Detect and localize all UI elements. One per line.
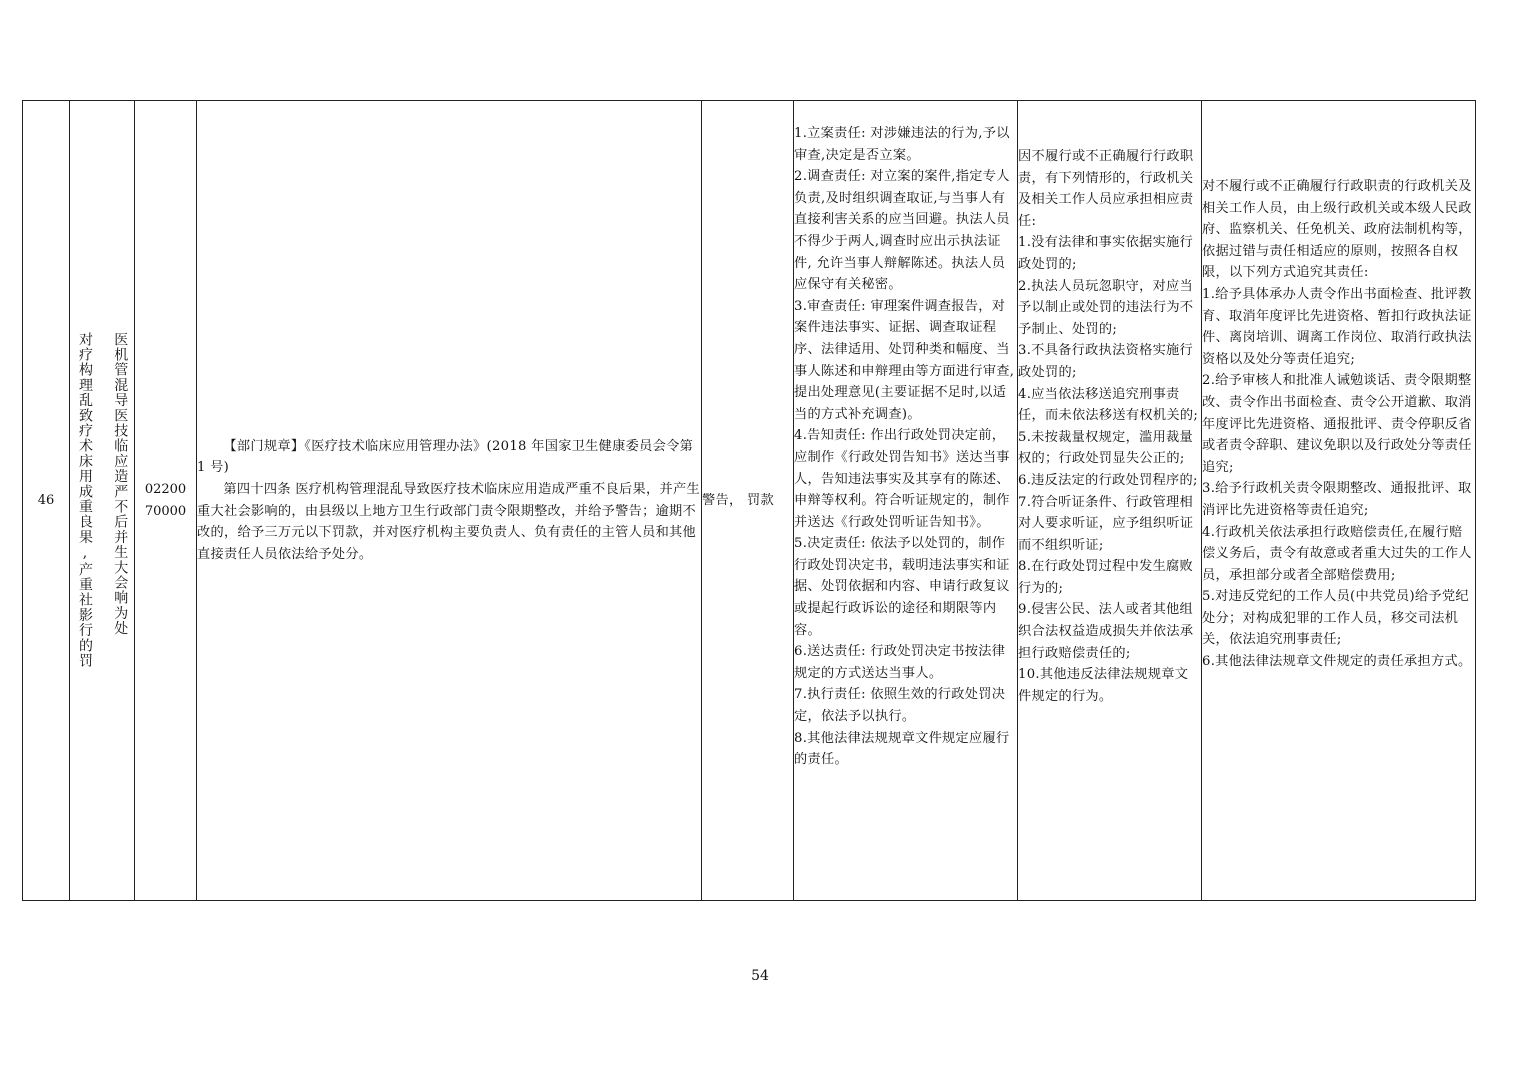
accountability-cell	[1202, 101, 1476, 901]
accountability-item: 2.给予审核人和批准人诫勉谈话、责令限期整改、责令作出书面检查、责令公开道歉、取消年度评比先进资格、通报批评、责令停职反省或者责令辞职、建议免职以及行政处分等责任追究;	[1202, 373, 1472, 475]
accountability-item: 4.行政机关依法承担行政赔偿责任,在履行赔偿义务后，责令有故意或者重大过失的工作人员，承担部分或者全部赔偿费用;	[1202, 524, 1472, 583]
liability-condition: 9.侵害公民、法人或者其他组织合法权益造成损失并依法承担行政赔偿责任的;	[1018, 602, 1194, 661]
accountability-item: 对不履行或不正确履行行政职责的行政机关及相关工作人员，由上级行政机关或本级人民政府、监察机关、任免机关、政府法制机构等，依据过错与责任相适应的原则，按照各自权限，以下列方式追究其责任:	[1202, 179, 1472, 281]
item-code-line-2: 70000	[144, 503, 187, 519]
legal-basis-article: 第四十四条 医疗机构管理混乱导致医疗技术临床应用造成严重不良后果，并产生重大社会影响的，由县级以上地方卫生行政部门责令限期整改，并给予警告；逾期不改的，给予三万元以下罚款，并对医疗机构主要负责人、负有责任的主管人员和其他直接责任人员依法给予处分。	[197, 481, 700, 562]
liability-condition: 因不履行或不正确履行行政职责，有下列情形的，行政机关及相关工作人员应承担相应责任:	[1018, 149, 1194, 229]
accountability-item: 3.给予行政机关责令限期整改、通报批评、取消评比先进资格等责任追究;	[1202, 481, 1472, 518]
item-name-column-right: 医机管混导医技临应造严不后并生大会响为处	[112, 332, 129, 637]
responsibility-item: 3.审查责任: 审理案件调查报告，对案件违法事实、证据、调查取证程序、法律适用、处罚种类和幅度、当事人陈述和申辩理由等方面进行审查,提出处理意见(主要证据不足时,以适当的方式补充调查)。	[794, 298, 1015, 422]
liability-condition: 8.在行政处罚过程中发生腐败行为的;	[1018, 559, 1194, 596]
item-code-cell	[135, 101, 197, 901]
table-row	[23, 101, 1476, 901]
liability-condition: 4.应当依法移送追究刑事责任，而未依法移送有权机关的;	[1018, 386, 1199, 424]
responsibility-item: 7.执行责任: 依照生效的行政处罚决定，依法予以执行。	[794, 687, 1006, 725]
responsibility-cell	[794, 101, 1018, 901]
responsibility-item: 5.决定责任: 依法予以处罚的，制作行政处罚决定书，载明违法事实和证据、处罚依据和内容、申请行政复议或提起行政诉讼的途径和期限等内容。	[794, 536, 1010, 638]
responsibility-item: 6.送达责任: 行政处罚决定书按法律规定的方式送达当事人。	[794, 644, 1006, 681]
accountability-item: 5.对违反党纪的工作人员(中共党员)给予党纪处分；对构成犯罪的工作人员，移交司法机关，依法追究刑事责任;	[1202, 589, 1469, 648]
penalty-type-cell	[702, 101, 794, 901]
liability-condition: 2.执法人员玩忽职守，对应当予以制止或处罚的违法行为不予制止、处罚的;	[1018, 278, 1194, 337]
responsibility-item: 1.立案责任: 对涉嫌违法的行为,予以审查,决定是否立案。	[794, 126, 1010, 163]
accountability-item: 6.其他法律法规章文件规定的责任承担方式。	[1202, 654, 1472, 670]
legal-basis-cell	[197, 101, 702, 901]
page-number: 54	[751, 968, 769, 984]
liability-condition: 1.没有法律和事实依据实施行政处罚的;	[1018, 235, 1194, 272]
liability-condition: 7.符合听证条件、行政管理相对人要求听证，应予组织听证而不组织听证;	[1018, 494, 1194, 553]
accountability-item: 1.给予具体承办人责令作出书面检查、批评教育、取消年度评比先进资格、暂扣行政执法证件、离岗培训、调离工作岗位、取消行政执法资格以及处分等责任追究;	[1202, 286, 1472, 367]
item-name-column-left: 对疗构理乱致疗术床用成重良果,产重社影行的罚	[77, 332, 93, 669]
liability-condition: 6.违反法定的行政处罚程序的;	[1018, 472, 1198, 488]
liability-condition: 3.不具备行政执法资格实施行政处罚的;	[1018, 343, 1194, 380]
responsibility-item: 4.告知责任: 作出行政处罚决定前，应制作《行政处罚告知书》送达当事人，告知违法事实及其享有的陈述、申辩等权利。符合听证规定的，制作并送达《行政处罚听证告知书》。	[794, 428, 1010, 530]
responsibility-item: 8.其他法律法规规章文件规定应履行的责任。	[794, 730, 1010, 768]
liability-condition: 10.其他违反法律法规规章文件规定的行为。	[1018, 667, 1189, 704]
legal-basis-source: 【部门规章】《医疗技术临床应用管理办法》(2018 年国家卫生健康委员会令第 1 号)	[197, 438, 694, 476]
item-number-cell	[23, 101, 70, 901]
liability-conditions-cell	[1018, 101, 1202, 901]
penalty-type: 警告， 罚款	[702, 492, 774, 508]
item-code-line-1: 02200	[144, 481, 187, 497]
item-name-cell	[70, 101, 135, 901]
power-list-table	[22, 100, 1476, 901]
responsibility-item: 2.调查责任: 对立案的案件,指定专人负责,及时组织调查取证,与当事人有直接利害关系的应当回避。执法人员不得少于两人,调查时应出示执法证件, 允许当事人辩解陈述。执法人员应保守有关秘密。	[794, 169, 1010, 293]
liability-condition: 5.未按裁量权规定，滥用裁量权的；行政处罚显失公正的;	[1018, 429, 1194, 467]
item-number: 46	[37, 493, 55, 508]
